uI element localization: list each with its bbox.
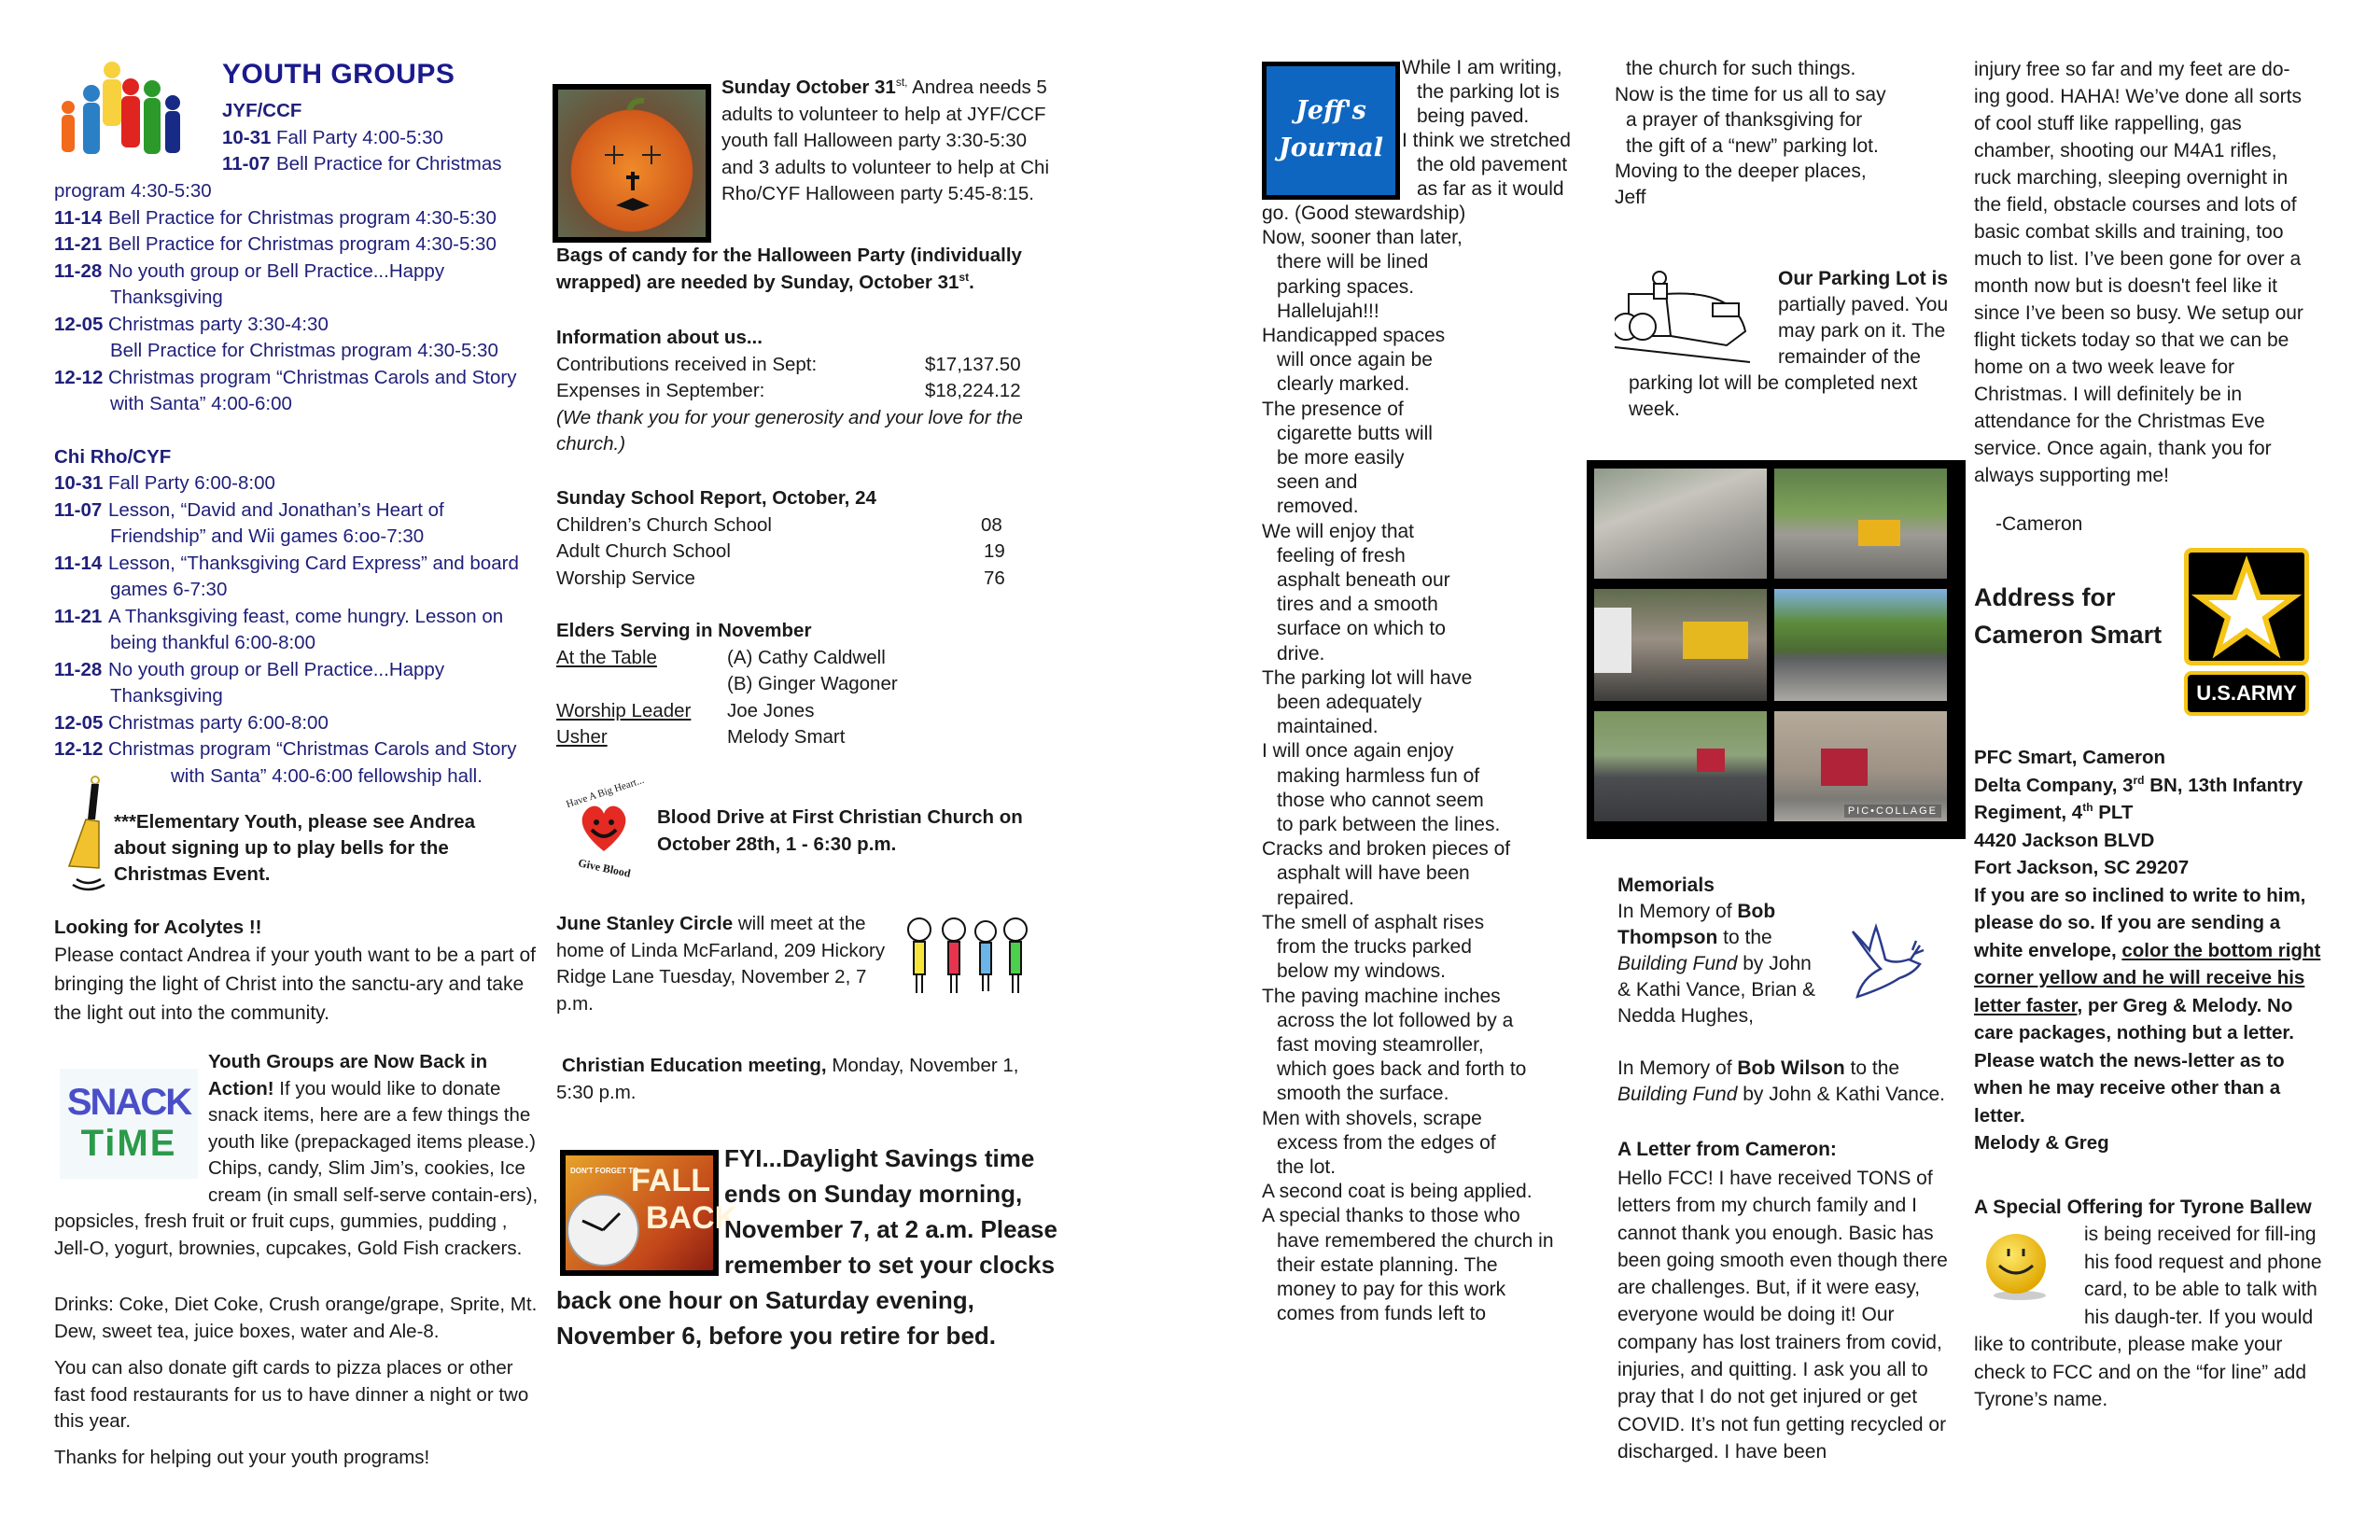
heart-mascot-icon xyxy=(576,800,632,856)
jyf-schedule xyxy=(222,98,595,178)
report-row: Children’s Church School 08 xyxy=(556,513,1002,536)
info-row: Expenses in September: $18,224.12 xyxy=(556,380,1021,401)
schedule-item: 10-31 Fall Party 6:00-8:00 xyxy=(54,472,275,494)
sunday-school-report xyxy=(556,485,1023,592)
schedule-item: 11-21 Bell Practice for Christmas program 4:30-5:30 xyxy=(54,233,497,255)
blood-drive-text: Blood Drive at First Christian Church on October 28th, 1 - 6:30 p.m. xyxy=(657,806,1023,855)
elder-row: Worship Leader Joe Jones xyxy=(556,699,815,721)
candy-notice: Bags of candy for the Halloween Party (individually wrapped) are needed by Sunday, October 31st. xyxy=(556,245,1022,293)
schedule-item: 11-07 Bell Practice for Christmas xyxy=(222,153,502,175)
jeffs-journal-logo: Jeff's Journal xyxy=(1262,62,1400,200)
fall-back-image: DON'T FORGET TO FALL BACK xyxy=(560,1150,719,1276)
blood-drive-logo: Have A Big Heart... Give Blood xyxy=(565,774,646,880)
report-row: Adult Church School 19 xyxy=(556,540,1005,562)
cameron-letter-part1: Hello FCC! I have received TONS of letters from my church family and I cannot thank you enough. Basic has been going smooth even though there are challenges. But, if it were easy, everyone would be doing it! Our company has lost trainers from covid, injuries, and quitting. I ask you all to pray that I do not get injured or get COVID. It’s not fun getting recycled or discharged. I have been xyxy=(1617,1168,1948,1463)
christian-education: Christian Education meeting, Monday, November 1, 5:30 p.m. xyxy=(556,1055,1019,1103)
schedule-item: 12-12 Christmas program “Christmas Carols and Story xyxy=(54,738,517,760)
schedule-item: 11-14 Bell Practice for Christmas program 4:30-5:30 xyxy=(54,206,497,229)
schedule-item: 11-28 No youth group or Bell Practice...Happy xyxy=(54,259,445,282)
parking-lot-notice: Our Parking Lot is partially paved. You may park on it. The remainder of the parking lot will be completed next week. xyxy=(1629,268,1949,420)
snack-text: Youth Groups are Now Back in Action! If you would like to donate snack items, here are a few things the youth like (prepackaged items please.) Chips, candy, Slim Jim’s, cookies, Ice cream (in small self-serve contain-ers), popsicles, fresh fruit or fruit cups, gummies, pudding , Jell-O, yogurt, brownies, cupcakes, Gold Fish crackers. xyxy=(54,1051,539,1259)
halloween-volunteers: Sunday October $31^{st,}$ Andrea needs 5 adults to volunteer to help at JYF/CCF youth fall Halloween party 3:30-5:30 and 3 adults to volunteer to help at Chi Rho/CYF Halloween party 5:45-8:15. xyxy=(721,76,1050,204)
schedule-item: 12-05 Christmas party 6:00-8:00 xyxy=(54,711,329,734)
photo-paver-street xyxy=(1774,469,1947,579)
elder-row: (B) Ginger Wagoner xyxy=(727,673,898,694)
journal-continued: the church for such things. Now is the time for us all to say a prayer of thanksgiving for the gift of a “new” parking lot. Moving to the deeper places, Jeff xyxy=(1615,58,1886,208)
info-note: (We thank you for your generosity and your love for the church.) xyxy=(556,406,1023,455)
daylight-savings-text: FYI...Daylight Savings time ends on Sunday morning, November 7, at 2 a.m. Please remember to set your clocks back one hour on Saturday evening, November 6, before you retire for bed. xyxy=(556,1144,1057,1350)
thanks-text: Thanks for helping out your youth programs! xyxy=(54,1447,430,1468)
photo-red-truck: PIC•COLLAGE xyxy=(1774,711,1947,821)
army-star-icon xyxy=(2189,553,2304,661)
info-title: Information about us... xyxy=(556,327,763,348)
dove-icon xyxy=(1843,922,1927,1015)
chi-rho-label: Chi Rho/CYF xyxy=(54,445,172,468)
schedule-item: 11-28 No youth group or Bell Practice...Happy xyxy=(54,658,445,680)
schedule-item: 11-07 Lesson, “David and Jonathan’s Heart of xyxy=(54,498,444,521)
us-army-logo: U.S.ARMY xyxy=(2184,548,2309,719)
schedule-item: 12-12 Christmas program “Christmas Carols and Story xyxy=(54,366,517,388)
address-title: Address for Cameron Smart xyxy=(1974,583,2163,649)
journal-body: go. (Good stewardship) Now, sooner than later, there will be lined parking spaces. Hallelujah!!! Handicapped spaces will once again be clearly marked. The presence of cigarette butts will be more easily seen and removed. We will enjoy that feeling of fresh asphalt beneath our tires and a smooth surface on which to drive. The parking lot will have been adequately maintained. I will once again enjoy making harmless fun of those who cannot seem to park between the lines. Cracks and broken pieces of asphalt will have been repaired. The smell of asphalt rises from the trucks parked below my windows. The paving machine inches across the lot followed by a fast moving steamroller, which goes back and forth to smooth the surface. Men with shovels, scrape excess from the edges of the lot. A second coat is being applied. A special thanks to those who have remembered the church in their estate planning. The money to pay for this work comes from funds left to xyxy=(1262,203,1554,1325)
report-row: Worship Service 76 xyxy=(556,567,1005,589)
acolytes-text: Please contact Andrea if your youth want to be a part of bringing the light of Christ into the sanctu-ary and take the light out into the community. xyxy=(54,945,536,1024)
tyrone-offering-text: is being received for fill-ing his food request and phone card, to be able to talk with his daugh-ter. If you would like to contribute, please make your check to FCC and on the “for line” add Tyrone’s name. xyxy=(1974,1224,2322,1410)
bell-icon xyxy=(58,775,114,896)
elders-section xyxy=(556,618,1023,751)
dancing-kids-icon xyxy=(54,51,185,163)
schedule-item: 11-21 A Thanksgiving feast, come hungry. Lesson on xyxy=(54,605,504,627)
cameron-letter-title: A Letter from Cameron: xyxy=(1617,1139,1837,1160)
schedule-item: 11-14 Lesson, “Thanksgiving Card Express” and board xyxy=(54,552,519,574)
paving-photo-collage xyxy=(1587,460,1966,839)
schedule-item: 10-31 Fall Party 4:00-5:30 xyxy=(222,126,443,148)
mailing-address: PFC Smart, Cameron Delta Company, 3rd BN, 13th Infantry Regiment, 4th PLT 4420 Jackson BLVD Fort Jackson, SC 29207 If you are so inclined to write to him, please do so. If you are sending a white envelope, color the bottom right corner yellow and he will receive his letter faster, per Greg & Melody. No care packages, nothing but a letter. Please watch the news-letter as to when he may receive other than a letter. Melody & Greg xyxy=(1974,744,2329,1157)
june-stanley-circle: June Stanley Circle will meet at the home of Linda McFarland, 209 Hickory Ridge Lane Tuesday, November 2, 7 p.m. xyxy=(556,913,886,1015)
acolytes-title: Looking for Acolytes !! xyxy=(54,917,262,938)
tyrone-offering-title: A Special Offering for Tyrone Ballew xyxy=(1974,1197,2312,1218)
cameron-letter-part2: injury free so far and my feet are do-ing good. HAHA! We’ve done all sorts of cool stuff like rappelling, gas chamber, shooting our M4A1 rifles, ruck marching, sleeping overnight in the field, obstacle courses and lots of basic combat skills and training, too much to list. I’ve been gone for over a month now but is doesn't feel like it since I’ve been so busy. We setup our flight tickets today so that we can be home on a two week leave for Christmas. I will definitely be in attendance for the Christmas Eve service. Once again, thank you for always supporting me! xyxy=(1974,59,2303,486)
jyf-schedule-cont: program 4:30-5:30 11-14 Bell Practice for Christmas program 4:30-5:30 11-21 Bell Practice for Christmas program 4:30-5:30 11-28 No youth group or Bell Practice...Happy Thanksgiving 12-05 Christmas party 3:30-4:30 Bell Practice for Christmas program 4:30-5:30 12-12 Christmas program “Christmas Carols and Story with Santa” 4:00-6:00 Chi Rho/CYF 10-31 Fall Party 6:00-8:00 11-07 Lesson, “David and Jonathan’s Heart of Friendship” and Wii games 6:oo-7:30 11-14 Lesson, “Thanksgiving Card Express” and board games 6-7:30 11-21 A Thanksgiving feast, come hungry. Lesson on being thankful 6:00-8:00 11-28 No youth group or Bell Practice...Happy Thanksgiving 12-05 Christmas party 6:00-8:00 12-12 Christmas program “Christmas Carols and Story with Santa” 4:00-6:00 fellowship hall. xyxy=(54,178,549,790)
pumpkin-image xyxy=(553,84,711,243)
elder-row: At the Table (A) Cathy Caldwell xyxy=(556,646,886,668)
memorial-entry: In Memory of Bob Thompson to the Building Fund by John & Kathi Vance, Brian & Nedda Hughes, xyxy=(1617,901,1816,1027)
info-row: Contributions received in Sept: $17,137.50 xyxy=(556,353,1021,375)
jyf-label: JYF/CCF xyxy=(222,100,302,121)
bells-note: ***Elementary Youth, please see Andrea about signing up to play bells for the Christmas Event. xyxy=(114,811,476,885)
sunday-school-title: Sunday School Report, October, 24 xyxy=(556,487,876,509)
photo-milling xyxy=(1594,469,1767,579)
photo-new-lot xyxy=(1774,589,1947,701)
pumpkin-face-icon xyxy=(558,90,706,237)
photo-paving-truck xyxy=(1594,589,1767,701)
elders-title: Elders Serving in November xyxy=(556,620,812,641)
youth-groups-title: YOUTH GROUPS xyxy=(222,59,455,90)
memorial-entry: In Memory of Bob Wilson to the Building Fund by John & Kathi Vance. xyxy=(1617,1057,1946,1105)
photo-dump-truck xyxy=(1594,711,1767,821)
cameron-signature: -Cameron xyxy=(1995,513,2083,535)
friends-cartoon-icon xyxy=(896,911,1045,1004)
snack-time-image: SNACK TiME xyxy=(60,1069,198,1179)
info-section xyxy=(556,325,1042,458)
drinks-text: Drinks: Coke, Diet Coke, Crush orange/grape, Sprite, Mt. Dew, sweet tea, juice boxes, water and Ale-8. xyxy=(54,1294,538,1342)
gift-cards-text: You can also donate gift cards to pizza places or other fast food restaurants for us to have dinner a night or two this year. xyxy=(54,1357,529,1432)
journal-intro: While I am writing, the parking lot is being paved. I think we stretched the old pavement as far as it would xyxy=(1402,57,1571,200)
address-note: If you are so inclined to write to him, please do so. If you are sending a white envelope, color the bottom right corner yellow and he will receive his letter faster, per Greg & Melody. No care packages, nothing but a letter. Please watch the news-letter as to when he may receive other than a letter. xyxy=(1974,884,2321,1127)
elder-row: Usher Melody Smart xyxy=(556,726,846,748)
memorials-title: Memorials xyxy=(1617,875,1715,896)
schedule-item: 12-05 Christmas party 3:30-4:30 xyxy=(54,313,329,335)
